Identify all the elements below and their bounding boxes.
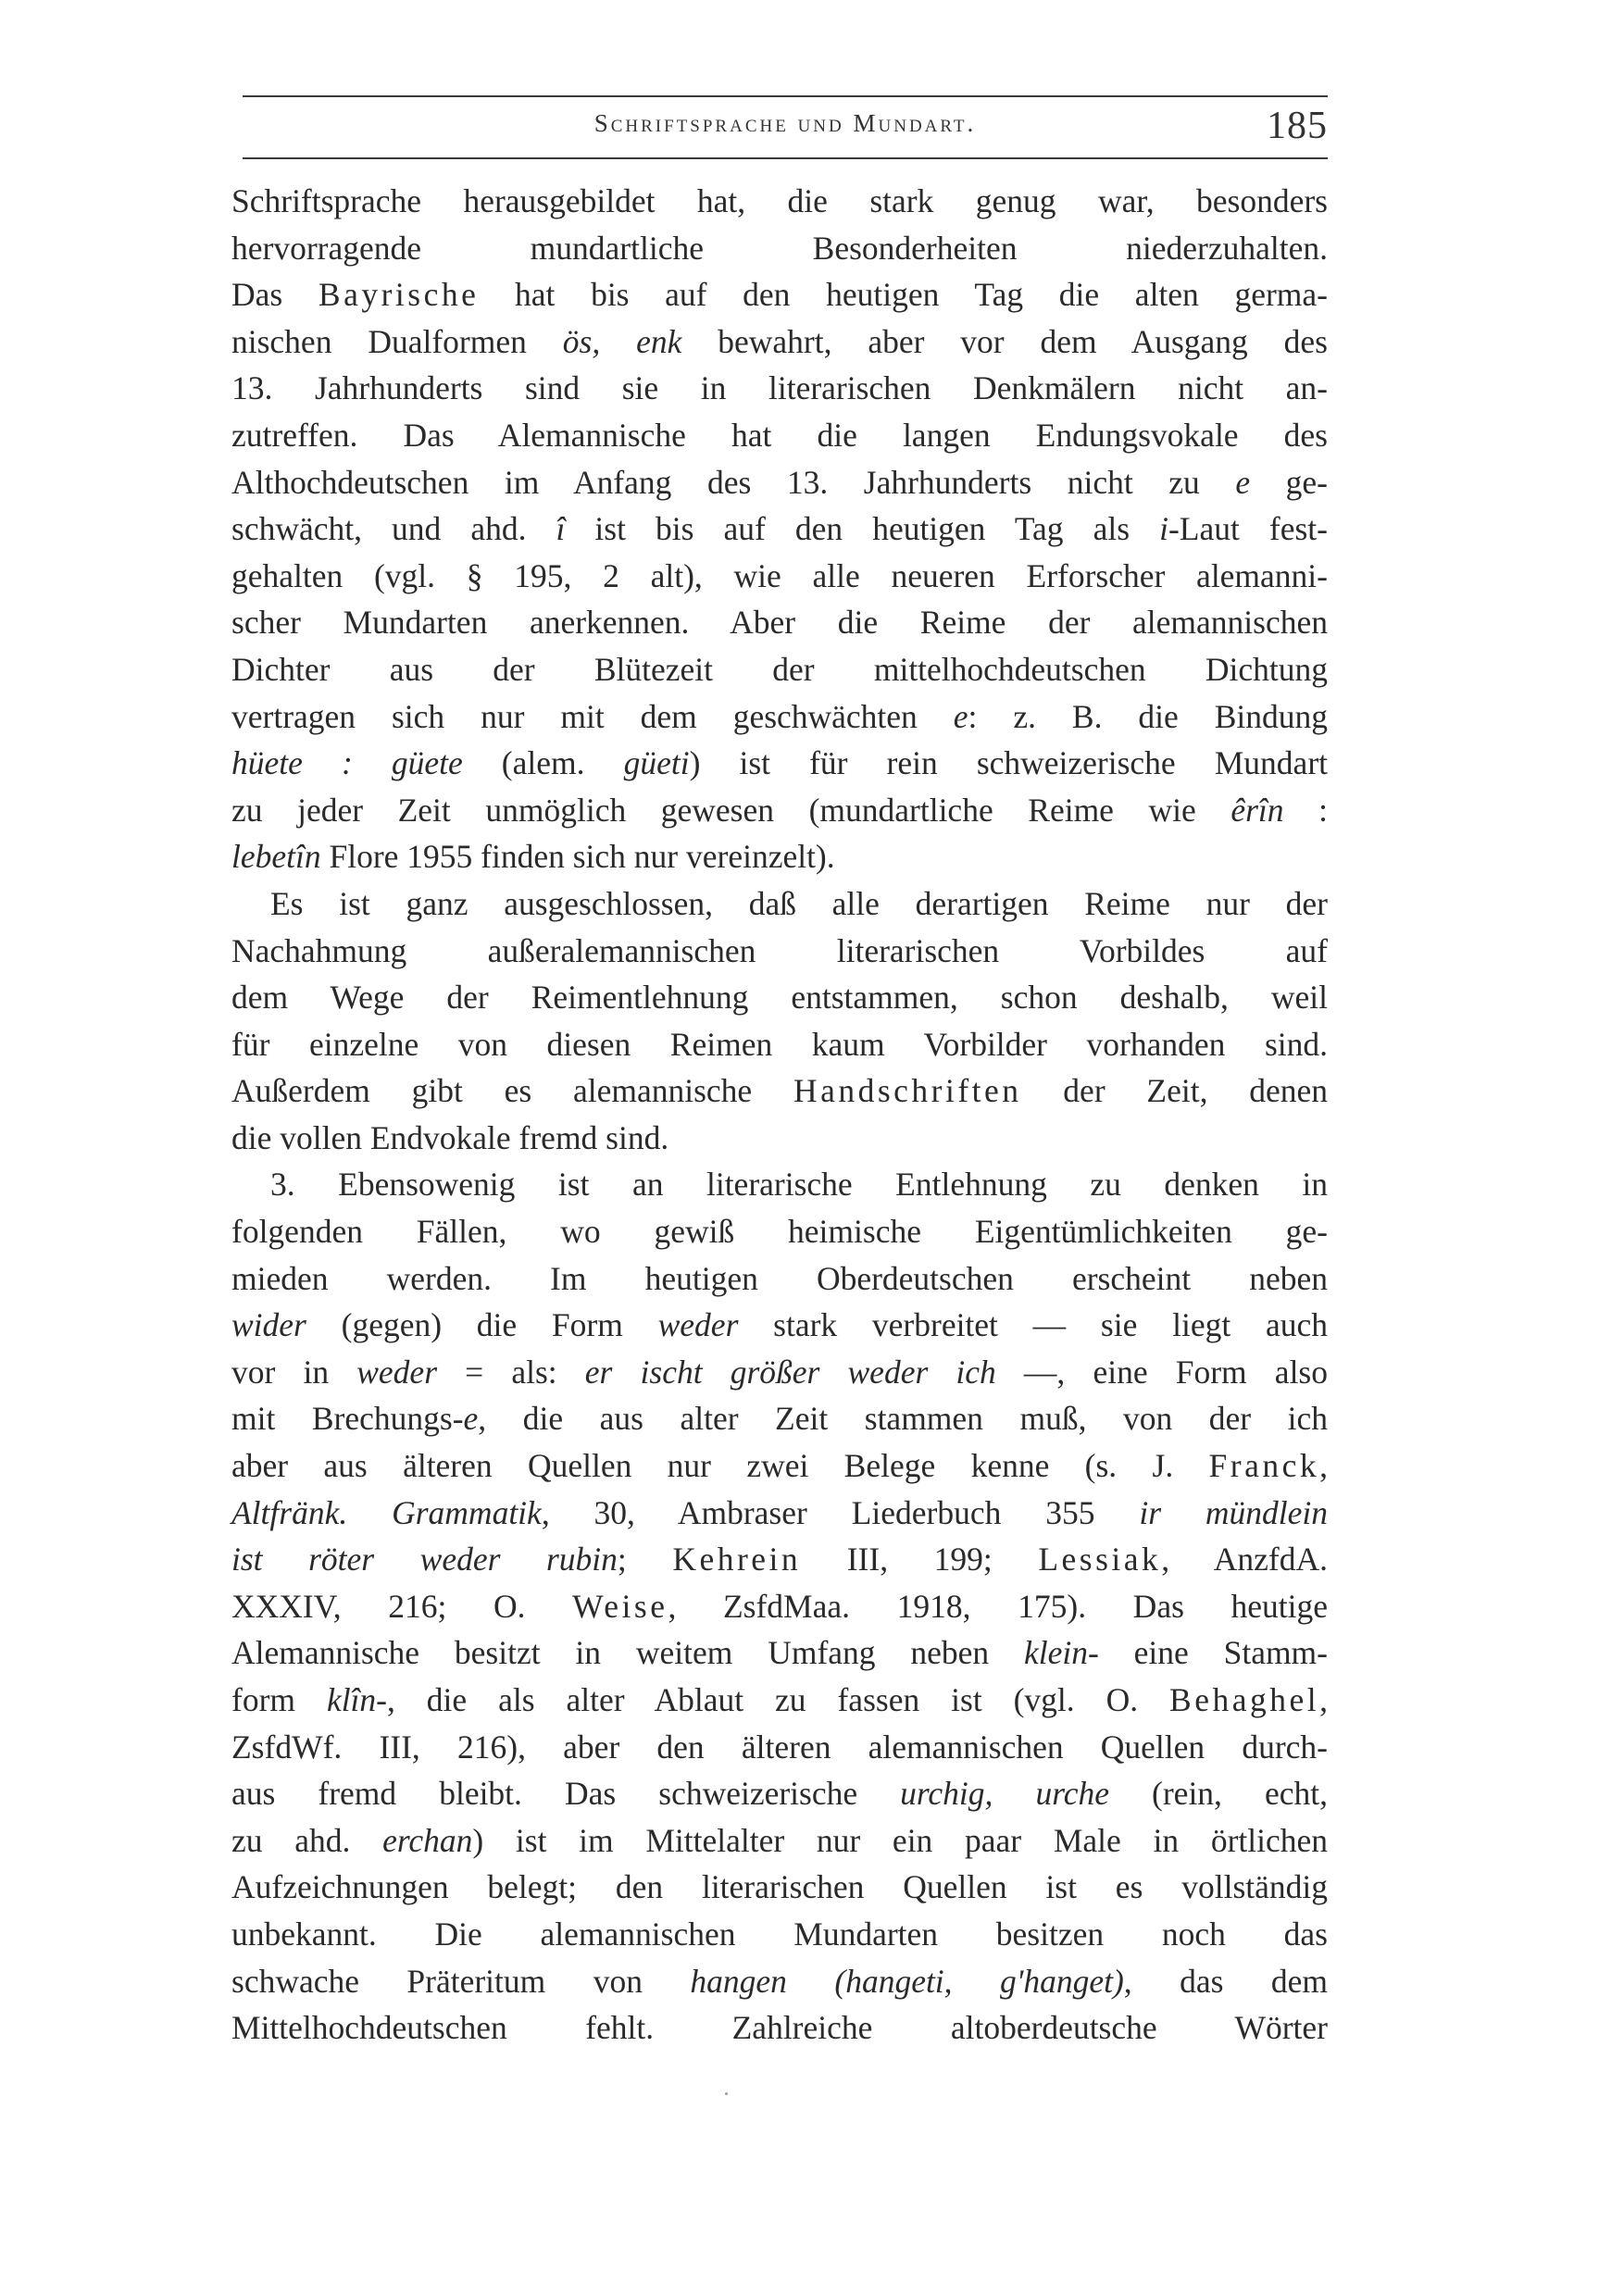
text-line-9	[231, 553, 1328, 600]
text-line-34	[231, 1724, 1328, 1771]
text-line-12	[231, 693, 1328, 741]
text-line-23	[231, 1208, 1328, 1255]
text-span: der Zeit, denen	[1021, 1072, 1328, 1110]
spaced-name: Franck	[1208, 1447, 1320, 1485]
italic-span: ir mündlein	[1139, 1493, 1328, 1531]
header-rule-bottom	[243, 157, 1328, 159]
text-span: aber aus älteren Quellen nur zwei Belege kenne (s. J.	[231, 1447, 1209, 1485]
italic-span: e	[953, 697, 968, 735]
text-span: Mittelhochdeutschen fehlt. Zahlreiche altoberdeutsche Wörter	[231, 2009, 1328, 2047]
text-line-19	[231, 1021, 1328, 1068]
text-span: bewahrt, aber vor dem Ausgang des	[681, 322, 1328, 360]
text-span: , ZsfdMaa. 1918, 175). Das heutige	[668, 1587, 1328, 1625]
italic-span: ös, enk	[562, 322, 682, 360]
text-line-22	[231, 1161, 1328, 1208]
text-span: ) ist für rein schweizerische Mundart	[689, 744, 1329, 782]
text-span: stark verbreitet — sie liegt auch	[738, 1306, 1328, 1344]
text-span: :	[1283, 791, 1328, 829]
italic-span: e	[463, 1400, 479, 1438]
text-line-10	[231, 599, 1328, 646]
italic-span: êrîn	[1230, 791, 1284, 829]
text-line-39	[231, 1958, 1328, 2005]
spaced-name: Weise	[572, 1587, 668, 1625]
text-line-27	[231, 1395, 1328, 1442]
text-span: 13. Jahrhunderts sind sie in literarischen Denkmälern nicht an-	[231, 369, 1328, 407]
text-span: folgenden Fällen, wo gewiß heimische Eigentümlichkeiten ge-	[231, 1213, 1328, 1251]
text-span: dem Wege der Reimentlehnung entstammen, schon deshalb, weil	[231, 979, 1328, 1017]
text-line-26	[231, 1349, 1328, 1396]
italic-span: hüete : güete	[231, 744, 463, 782]
text-span: (alem.	[462, 744, 624, 782]
text-line-36	[231, 1817, 1328, 1865]
italic-span: i	[1159, 510, 1168, 548]
text-line-32	[231, 1629, 1328, 1677]
italic-span: weder	[657, 1306, 739, 1344]
italic-span: e	[1235, 463, 1251, 501]
text-span: , die aus alter Zeit stammen muß, von der ich	[478, 1400, 1328, 1438]
italic-span: Altfränk. Grammatik	[231, 1493, 542, 1531]
text-span: —, eine Form also	[995, 1353, 1328, 1391]
print-speck	[725, 2092, 728, 2095]
spaced-name: Kehrein	[672, 1541, 802, 1578]
text-line-21	[231, 1115, 1328, 1162]
text-span: aus fremd bleibt. Das schweizerische	[231, 1775, 901, 1813]
text-line-14	[231, 787, 1328, 834]
text-line-16	[231, 880, 1328, 928]
text-line-40	[231, 2004, 1328, 2052]
text-span: hervorragende mundartliche Besonderheiten niederzuhalten.	[231, 229, 1328, 267]
text-line-11	[231, 646, 1328, 693]
text-span: ZsfdWf. III, 216), aber den älteren alemannischen Quellen durch-	[231, 1728, 1328, 1766]
italic-span: weder	[356, 1353, 438, 1391]
text-line-24	[231, 1255, 1328, 1303]
spaced-name: Bayrische	[318, 276, 480, 314]
text-span: ge-	[1250, 463, 1328, 501]
text-line-7	[231, 459, 1328, 506]
text-span: vertragen sich nur mit dem geschwächten	[231, 697, 954, 735]
italic-span: klîn-	[326, 1681, 387, 1718]
text-line-4	[231, 318, 1328, 366]
text-span: scher Mundarten anerkennen. Aber die Reime der alemannischen	[231, 604, 1328, 642]
text-line-29	[231, 1490, 1328, 1537]
header-rule-top	[243, 95, 1328, 97]
italic-span: erchan	[382, 1821, 473, 1859]
text-line-28	[231, 1442, 1328, 1490]
running-head	[243, 104, 1328, 150]
text-span: -Laut fest-	[1168, 510, 1328, 548]
text-span: zutreffen. Das Alemannische hat die langen Endungsvokale des	[231, 416, 1328, 454]
text-span: , das dem	[1123, 1962, 1328, 2000]
text-span: , die als alter Ablaut zu fassen ist (vgl. O.	[387, 1681, 1170, 1718]
italic-span: î	[556, 510, 566, 548]
text-span: , AnzfdA.	[1161, 1541, 1328, 1578]
italic-span: er ischt größer weder ich	[584, 1353, 996, 1391]
text-span: XXXIV, 216; O.	[231, 1587, 573, 1625]
text-span: eine Stamm-	[1098, 1634, 1328, 1672]
text-span: Flore 1955 finden sich nur vereinzelt).	[320, 838, 835, 876]
text-span: Dichter aus der Blütezeit der mittelhochdeutschen Dichtung	[231, 650, 1328, 688]
text-span: Aufzeichnungen belegt; den literarischen Quellen ist es vollständig	[231, 1868, 1328, 1906]
text-span: ,	[1319, 1681, 1328, 1718]
italic-span: lebetîn	[231, 838, 321, 876]
text-span: Es ist ganz ausgeschlossen, daß alle derartigen Reime nur der	[270, 884, 1328, 922]
text-line-33	[231, 1677, 1328, 1724]
text-line-25	[231, 1302, 1328, 1349]
spaced-name: Lessiak	[1038, 1541, 1162, 1578]
body-text	[231, 178, 1328, 2052]
text-span: mieden werden. Im heutigen Oberdeutschen erscheint neben	[231, 1259, 1328, 1297]
text-span: ,	[1319, 1447, 1328, 1485]
italic-span: klein-	[1023, 1634, 1099, 1672]
text-span: Das	[231, 276, 319, 314]
text-span: form	[231, 1681, 327, 1718]
text-span: III, 199;	[801, 1541, 1039, 1578]
text-span: vor in	[231, 1353, 357, 1391]
text-span: : z. B. die Bindung	[968, 697, 1328, 735]
text-span: Nachahmung außeralemannischen literarischen Vorbildes auf	[231, 931, 1328, 969]
text-span: (rein, echt,	[1108, 1775, 1328, 1813]
text-span: zu jeder Zeit unmöglich gewesen (mundartliche Reime wie	[231, 791, 1231, 829]
text-span: Außerdem gibt es alemannische	[231, 1072, 793, 1110]
text-line-3	[231, 271, 1328, 318]
text-span: nischen Dualformen	[231, 322, 563, 360]
text-line-5	[231, 365, 1328, 412]
text-span: gehalten (vgl. § 195, 2 alt), wie alle neueren Erforscher alemanni-	[231, 556, 1328, 594]
text-line-31	[231, 1583, 1328, 1630]
italic-span: hangen (hangeti, g'hanget)	[690, 1962, 1124, 2000]
text-span: ist bis auf den heutigen Tag als	[565, 510, 1160, 548]
text-line-17	[231, 928, 1328, 975]
italic-span: güeti	[623, 744, 690, 782]
text-line-20	[231, 1067, 1328, 1115]
text-span: unbekannt. Die alemannischen Mundarten besitzen noch das	[231, 1915, 1328, 1953]
spaced-name: Handschriften	[793, 1072, 1022, 1110]
running-head-title: Schriftsprache und Mundart.	[593, 109, 977, 137]
text-span: mit Brechungs-	[231, 1400, 464, 1438]
text-span: die vollen Endvokale fremd sind.	[231, 1118, 669, 1156]
text-line-8	[231, 505, 1328, 553]
italic-span: wider	[231, 1306, 306, 1344]
text-span: Schriftsprache herausgebildet hat, die stark genug war, besonders	[231, 182, 1328, 219]
text-line-38	[231, 1911, 1328, 1958]
italic-span: urchig, urche	[900, 1775, 1109, 1813]
text-span: schwächt, und ahd.	[231, 510, 556, 548]
page-number: 185	[1267, 105, 1328, 147]
text-line-15	[231, 833, 1328, 880]
text-span: ) ist im Mittelalter nur ein paar Male in örtlichen	[472, 1821, 1328, 1859]
text-span: schwache Präteritum von	[231, 1962, 691, 2000]
italic-span: ist röter weder rubin	[231, 1541, 618, 1578]
text-span: ;	[617, 1541, 673, 1578]
text-line-18	[231, 974, 1328, 1021]
text-line-13	[231, 740, 1328, 787]
text-span: 3. Ebensowenig ist an literarische Entlehnung zu denken in	[270, 1166, 1328, 1204]
text-line-6	[231, 412, 1328, 459]
text-span: , 30, Ambraser Liederbuch 355	[541, 1493, 1140, 1531]
text-span: Althochdeutschen im Anfang des 13. Jahrhunderts nicht zu	[231, 463, 1236, 501]
text-span: hat bis auf den heutigen Tag die alten germa-	[479, 276, 1328, 314]
text-span: zu ahd.	[231, 1821, 383, 1859]
text-span: = als:	[437, 1353, 585, 1391]
text-span: (gegen) die Form	[306, 1306, 658, 1344]
text-span: für einzelne von diesen Reimen kaum Vorbilder vorhanden sind.	[231, 1025, 1328, 1063]
text-line-1	[231, 178, 1328, 225]
text-line-35	[231, 1770, 1328, 1817]
text-line-37	[231, 1864, 1328, 1911]
text-line-30	[231, 1536, 1328, 1583]
spaced-name: Behaghel	[1169, 1681, 1320, 1718]
text-line-2	[231, 225, 1328, 272]
text-span: Alemannische besitzt in weitem Umfang neben	[231, 1634, 1024, 1672]
